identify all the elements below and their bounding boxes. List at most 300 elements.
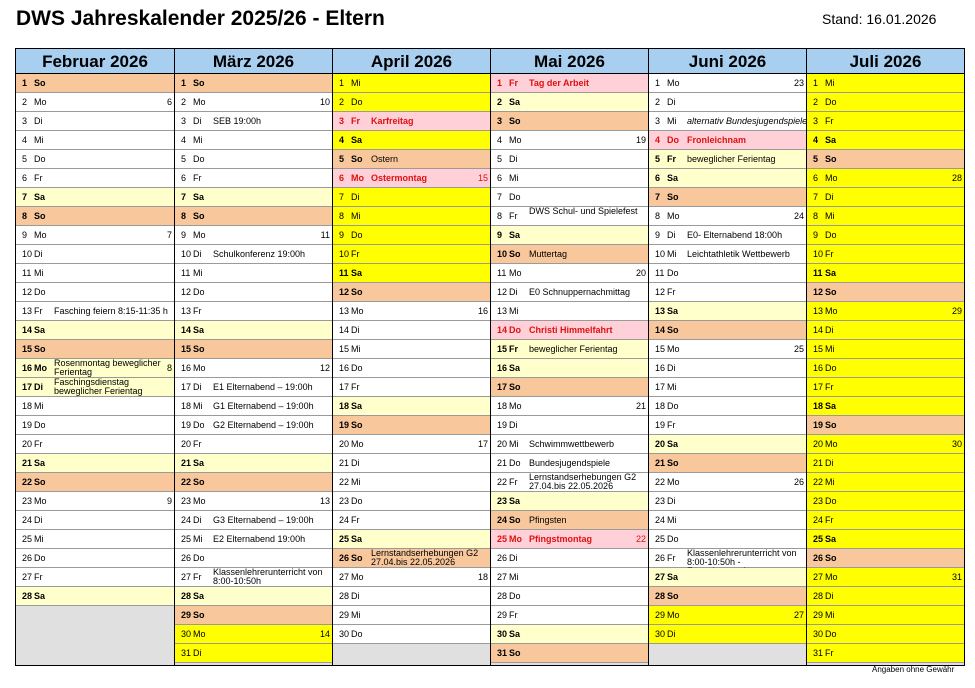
weekday: Sa [34,325,46,335]
week-number: 15 [477,173,488,183]
day-row [649,93,806,112]
day-number: 10 [497,249,508,259]
weekday: So [193,610,205,620]
weekday: So [825,420,837,430]
weekday: Mo [351,572,364,582]
weekday: Mo [193,629,206,639]
weekday: Mi [667,382,677,392]
day-number: 19 [655,420,666,430]
month-header: Mai 2026 [491,49,648,74]
day-row [807,131,964,150]
day-number: 28 [339,591,350,601]
weekday: Mi [667,116,677,126]
day-row [491,416,648,435]
day-number: 5 [181,154,187,164]
day-row [649,606,806,625]
day-row [175,321,332,340]
week-number: 28 [951,173,962,183]
day-row [807,264,964,283]
day-row [649,264,806,283]
day-number: 24 [22,515,33,525]
weekday: Mo [825,439,838,449]
day-number: 3 [497,116,503,126]
day-number: 4 [339,135,345,145]
week-number: 11 [320,230,330,240]
day-number: 8 [339,211,345,221]
day-row [333,93,490,112]
weekday: Di [193,648,202,658]
day-number: 5 [339,154,345,164]
day-number: 21 [339,458,350,468]
weekday: Sa [825,401,837,411]
day-row [491,359,648,378]
empty-filler [491,663,648,665]
day-number: 9 [497,230,503,240]
weekday: Sa [667,173,679,183]
event-label: G1 Elternabend – 19:00h [213,401,314,411]
day-number: 21 [181,458,192,468]
day-row [807,321,964,340]
day-number: 9 [813,230,819,240]
weekday: So [351,553,363,563]
day-row [16,283,174,302]
day-number: 14 [655,325,666,335]
weekday: Do [667,534,679,544]
day-row [333,397,490,416]
event-label: Tag der Arbeit [529,78,590,88]
weekday: Fr [509,344,518,354]
day-row [16,131,174,150]
day-number: 19 [181,420,192,430]
weekday: Di [193,515,202,525]
weekday: Di [667,97,676,107]
day-number: 13 [339,306,350,316]
weekday: Do [825,363,837,373]
day-row [649,188,806,207]
day-row [491,321,648,340]
day-row [175,473,332,492]
day-row [807,549,964,568]
weekday: Mi [825,211,835,221]
event-label: Ostermontag [371,173,428,183]
day-row [175,169,332,188]
weekday: Do [667,268,679,278]
day-row [491,644,648,663]
day-number: 24 [339,515,350,525]
day-row [491,302,648,321]
day-number: 18 [22,401,33,411]
day-row [807,169,964,188]
event-label: SEB 19:00h [213,116,262,126]
day-row [649,245,806,264]
weekday: Fr [825,249,834,259]
day-row [649,625,806,644]
day-row [16,264,174,283]
day-number: 7 [181,192,187,202]
day-number: 29 [181,610,192,620]
day-row [649,283,806,302]
day-row [491,530,648,549]
day-row [807,150,964,169]
weekday: Fr [193,439,202,449]
day-number: 3 [339,116,345,126]
day-number: 20 [497,439,508,449]
weekday: Sa [193,325,205,335]
day-number: 13 [181,306,192,316]
weekday: Do [825,97,837,107]
day-row [491,169,648,188]
weekday: Sa [193,591,205,601]
day-number: 1 [22,78,28,88]
weekday: Mi [351,211,361,221]
weekday: Sa [509,363,521,373]
day-number: 23 [181,496,192,506]
weekday: Mi [34,268,44,278]
day-number: 15 [22,344,33,354]
day-number: 27 [497,572,508,582]
day-row [16,93,174,112]
day-number: 25 [497,534,508,544]
weekday: Fr [509,78,518,88]
day-row [175,188,332,207]
day-number: 16 [339,363,350,373]
weekday: Sa [667,439,679,449]
day-row [175,435,332,454]
day-row [16,74,174,93]
weekday: Di [351,192,360,202]
month-column [806,49,964,665]
day-row [16,321,174,340]
day-row [649,435,806,454]
day-number: 27 [22,572,33,582]
day-number: 6 [497,173,503,183]
day-number: 6 [22,173,28,183]
day-number: 18 [655,401,666,411]
weekday: Di [667,629,676,639]
weekday: Mo [34,496,47,506]
day-number: 17 [181,382,192,392]
weekday: So [667,591,679,601]
day-row [175,454,332,473]
day-number: 29 [655,610,666,620]
weekday: Mo [825,572,838,582]
weekday: Di [351,458,360,468]
weekday: Mo [351,173,364,183]
day-number: 27 [655,572,666,582]
day-row [807,568,964,587]
weekday: Mi [34,135,44,145]
weekday: Mo [193,230,206,240]
weekday: Di [825,458,834,468]
week-number: 30 [951,439,962,449]
weekday: Mo [825,306,838,316]
day-number: 22 [655,477,666,487]
day-number: 24 [497,515,508,525]
day-row [807,606,964,625]
month-column [490,49,648,665]
weekday: Mo [351,306,364,316]
weekday: Mi [193,135,203,145]
day-number: 22 [497,477,508,487]
day-row [333,150,490,169]
weekday: So [193,211,205,221]
weekday: Fr [193,173,202,183]
day-number: 31 [813,648,824,658]
weekday: Sa [193,458,205,468]
day-row [491,207,648,226]
day-row [333,226,490,245]
day-number: 30 [655,629,666,639]
event-label: Fasching feiern 8:15-11:35 h [54,306,168,316]
day-row [175,492,332,511]
day-number: 3 [181,116,187,126]
day-number: 14 [497,325,508,335]
day-row [16,530,174,549]
day-row [807,378,964,397]
day-row [16,416,174,435]
weekday: Mo [667,78,680,88]
day-number: 16 [497,363,508,373]
day-number: 25 [655,534,666,544]
day-row [807,530,964,549]
day-row [807,302,964,321]
event-label: G2 Elternabend – 19:00h [213,420,314,430]
weekday: Di [34,515,43,525]
event-label: Fronleichnam [687,135,747,145]
day-row [175,264,332,283]
weekday: Do [351,496,363,506]
day-row [649,226,806,245]
week-number: 25 [793,344,804,354]
weekday: Di [825,192,834,202]
day-row [807,473,964,492]
day-number: 24 [181,515,192,525]
day-number: 28 [655,591,666,601]
day-number: 11 [22,268,32,278]
day-number: 21 [655,458,666,468]
weekday: Fr [667,287,676,297]
day-row [175,283,332,302]
day-number: 17 [22,382,33,392]
day-row [807,359,964,378]
day-row [175,207,332,226]
day-row [649,587,806,606]
weekday: Fr [825,515,834,525]
weekday: Fr [667,553,676,563]
weekday: Mi [193,534,203,544]
day-row [649,321,806,340]
day-number: 26 [339,553,350,563]
weekday: So [351,420,363,430]
event-label: beweglicher Ferientag [687,154,776,164]
day-number: 24 [813,515,824,525]
day-number: 24 [655,515,666,525]
week-number: 12 [319,363,330,373]
weekday: Do [351,230,363,240]
weekday: So [825,154,837,164]
day-number: 16 [22,363,33,373]
empty-filler [16,606,174,665]
day-number: 25 [22,534,33,544]
day-number: 20 [813,439,824,449]
weekday: Sa [509,629,521,639]
day-row [649,378,806,397]
day-row [649,340,806,359]
day-row [333,283,490,302]
event-label: Pfingsten [529,515,567,525]
day-number: 17 [497,382,508,392]
day-row [491,606,648,625]
weekday: So [509,648,521,658]
day-row [807,644,964,663]
week-number: 7 [166,230,172,240]
weekday: Fr [825,648,834,658]
day-number: 11 [655,268,665,278]
day-number: 23 [497,496,508,506]
day-row [333,606,490,625]
weekday: Mi [351,477,361,487]
day-number: 5 [497,154,503,164]
weekday: So [193,78,205,88]
weekday: Mi [825,344,835,354]
day-number: 23 [813,496,824,506]
weekday: Do [509,192,521,202]
weekday: So [667,458,679,468]
day-row [491,283,648,302]
weekday: Fr [351,116,360,126]
day-number: 1 [497,78,503,88]
day-row [16,169,174,188]
day-row [175,74,332,93]
weekday: Fr [509,477,518,487]
event-label: Lernstandserhebungen G2 27.04.bis 22.05.2026 [529,472,637,491]
weekday: Mi [509,173,519,183]
day-row [16,549,174,568]
footer-disclaimer: Angaben ohne Gewähr [872,665,955,674]
day-number: 30 [181,629,192,639]
day-row [333,74,490,93]
empty-filler [175,663,332,665]
weekday: So [351,154,363,164]
week-number: 29 [951,306,962,316]
weekday: Do [825,629,837,639]
day-number: 6 [655,173,661,183]
week-number: 13 [319,496,330,506]
day-number: 4 [22,135,28,145]
day-row [333,245,490,264]
day-row [333,473,490,492]
day-number: 25 [181,534,192,544]
weekday: So [351,287,363,297]
weekday: Do [34,287,46,297]
day-number: 2 [655,97,661,107]
week-number: 19 [635,135,646,145]
day-row [333,530,490,549]
weekday: Do [351,629,363,639]
day-number: 14 [22,325,33,335]
week-number: 6 [166,97,172,107]
day-row [649,454,806,473]
day-row [333,435,490,454]
weekday: Di [351,325,360,335]
weekday: Mi [34,534,44,544]
week-number: 23 [793,78,804,88]
weekday: So [825,553,837,563]
day-number: 1 [655,78,661,88]
day-number: 4 [181,135,187,145]
day-number: 15 [497,344,508,354]
day-number: 17 [813,382,824,392]
weekday: Mi [667,249,677,259]
weekday: Di [509,287,518,297]
weekday: Do [193,553,205,563]
day-number: 3 [655,116,661,126]
day-row [16,568,174,587]
day-row [807,245,964,264]
day-row [16,378,174,397]
day-number: 11 [181,268,191,278]
weekday: Mi [34,401,44,411]
day-row [649,416,806,435]
day-row [333,359,490,378]
day-row [16,150,174,169]
weekday: Fr [825,382,834,392]
weekday: Fr [34,439,43,449]
week-number: 21 [635,401,646,411]
day-row [175,549,332,568]
day-number: 6 [813,173,819,183]
weekday: Mi [351,78,361,88]
event-label: E2 Elternabend 19:00h [213,534,306,544]
month-header: Juli 2026 [807,49,964,74]
event-label: Schwimmwettbewerb [529,439,615,449]
day-number: 30 [339,629,350,639]
day-number: 16 [181,363,192,373]
day-number: 15 [181,344,192,354]
weekday: Fr [34,572,43,582]
day-row [807,93,964,112]
month-header: April 2026 [333,49,490,74]
day-number: 26 [181,553,192,563]
weekday: So [667,192,679,202]
day-row [175,511,332,530]
day-number: 2 [497,97,503,107]
day-number: 5 [22,154,28,164]
event-label: Leichtathletik Wettbewerb [687,249,790,259]
day-number: 20 [181,439,192,449]
day-number: 25 [813,534,824,544]
day-row [333,549,490,568]
weekday: Do [825,496,837,506]
weekday: Fr [351,382,360,392]
weekday: Mi [509,306,519,316]
weekday: Do [509,591,521,601]
day-number: 30 [813,629,824,639]
weekday: So [34,344,46,354]
day-number: 27 [181,572,192,582]
weekday: Do [34,553,46,563]
day-row [175,606,332,625]
day-number: 8 [655,211,661,221]
week-number: 16 [477,306,488,316]
weekday: Sa [351,268,363,278]
weekday: Do [193,154,205,164]
weekday: Di [193,116,202,126]
day-row [333,492,490,511]
event-label: Muttertag [529,249,568,259]
day-number: 8 [181,211,187,221]
day-row [491,112,648,131]
